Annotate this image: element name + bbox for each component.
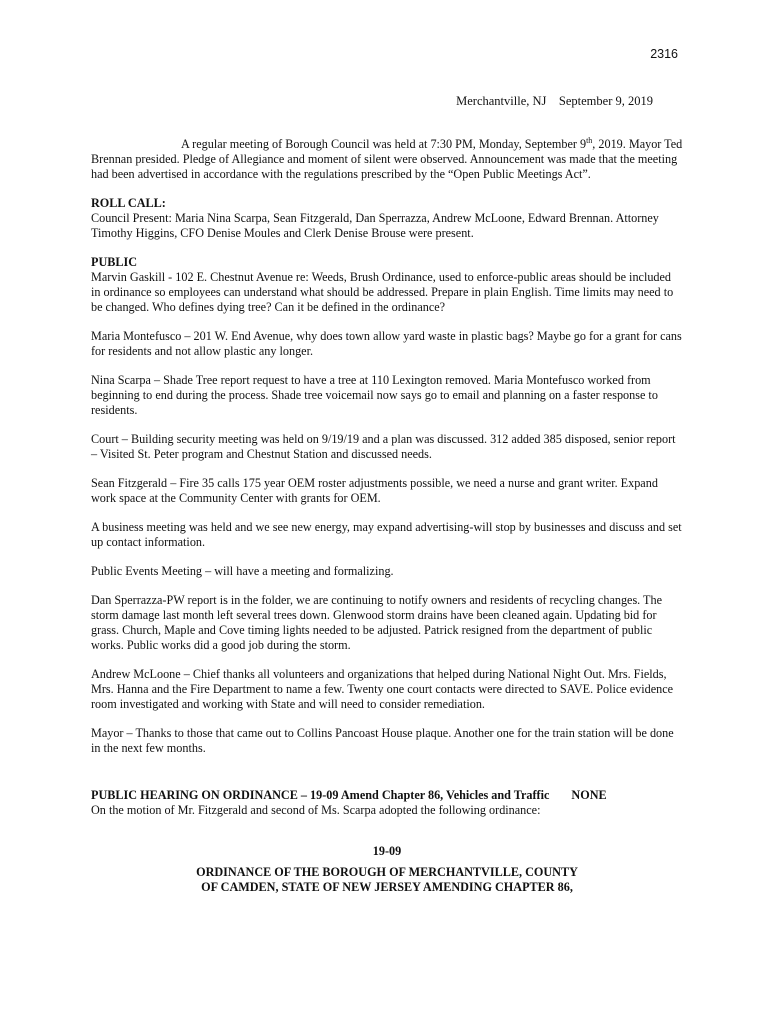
dateline-place: Merchantville, NJ <box>456 94 547 108</box>
public-text: Marvin Gaskill - 102 E. Chestnut Avenue re: Weeds, Brush Ordinance, used to enforce-public areas should be included in ordinance so employees can understand what should be addressed. Prepare in plain English. Time limits may need to be changed. Who defines dying tree? Can it be defined in the ordinance? <box>91 270 674 314</box>
hearing-heading: PUBLIC HEARING ON ORDINANCE – 19-09 Amend Chapter 86, Vehicles and Traffic <box>91 788 550 802</box>
public-heading: PUBLIC <box>91 255 138 269</box>
paragraph-fitzgerald: Sean Fitzgerald – Fire 35 calls 175 year OEM roster adjustments possible, we need a nurse and grant writer. Expand work space at the Community Center with grants for OEM. <box>91 476 658 505</box>
public-hearing-section <box>91 788 683 818</box>
paragraph-court: Court – Building security meeting was held on 9/19/19 and a plan was discussed. 312 added 385 disposed, senior report – Visited St. Peter program and Chestnut Station and discussed needs. <box>91 432 676 461</box>
minutes-body <box>91 137 683 895</box>
intro-text-1: A regular meeting of Borough Council was held at 7:30 PM, Monday, September 9 <box>181 137 587 151</box>
ordinance-title <box>91 865 683 895</box>
hearing-status: NONE <box>571 788 607 802</box>
hearing-motion: On the motion of Mr. Fitzgerald and second of Ms. Scarpa adopted the following ordinance: <box>91 803 541 817</box>
ordinance-title-line-1: ORDINANCE OF THE BOROUGH OF MERCHANTVILLE, COUNTY <box>196 865 578 879</box>
public-section <box>91 255 683 315</box>
page-number: 2316 <box>650 47 678 61</box>
ordinance-number: 19-09 <box>372 844 402 858</box>
intro-superscript: th <box>586 135 593 145</box>
paragraph-mayor: Mayor – Thanks to those that came out to Collins Pancoast House plaque. Another one for the train station will be done in the next few months. <box>91 726 674 755</box>
paragraph-mcloone: Andrew McLoone – Chief thanks all volunteers and organizations that helped during National Night Out. Mrs. Fields, Mrs. Hanna and the Fire Department to name a few. Twenty one court contacts were directed to SAVE. Police evidence room investigated and working with State and will need to consider remediation. <box>91 667 674 711</box>
ordinance-title-line-2: OF CAMDEN, STATE OF NEW JERSEY AMENDING CHAPTER 86, <box>201 880 573 894</box>
dateline-date: September 9, 2019 <box>558 94 653 108</box>
paragraph-public-events: Public Events Meeting – will have a meeting and formalizing. <box>91 564 394 578</box>
intro-paragraph <box>91 137 683 182</box>
roll-call-text: Council Present: Maria Nina Scarpa, Sean Fitzgerald, Dan Sperrazza, Andrew McLoone, Edward Brennan. Attorney Timothy Higgins, CFO Denise Moules and Clerk Denise Brouse were present. <box>91 211 659 240</box>
paragraph-sperrazza: Dan Sperrazza-PW report is in the folder, we are continuing to notify owners and residents of recycling changes. The storm damage last month left several trees down. Glenwood storm drains have been cleaned again. Updating bid for grass. Church, Maple and Cove timing lights needed to be adjusted. Patrick resigned from the department of public works. Public works did a good job during the storm. <box>91 593 663 652</box>
roll-call-section <box>91 196 683 241</box>
dateline <box>456 94 653 109</box>
hearing-heading-line <box>91 788 607 802</box>
paragraph-business-meeting: A business meeting was held and we see new energy, may expand advertising-will stop by businesses and discuss and set up contact information. <box>91 520 682 549</box>
intro-text-2: , 2019. Mayor Ted Brennan presided. Pledge of Allegiance and moment of silent were observed. Announcement was made that the meeting had been advertised in accordance with the regulations prescribed by the “Open Public Meetings Act”. <box>91 137 683 181</box>
paragraph-montefusco: Maria Montefusco – 201 W. End Avenue, why does town allow yard waste in plastic bags? Maybe go for a grant for cans for residents and not allow plastic any longer. <box>91 329 682 358</box>
paragraph-scarpa: Nina Scarpa – Shade Tree report request to have a tree at 110 Lexington removed. Maria Montefusco worked from beginning to end during the process. Shade tree voicemail now says go to email and planning on a faster response to residents. <box>91 373 658 417</box>
roll-call-heading: ROLL CALL: <box>91 196 166 210</box>
